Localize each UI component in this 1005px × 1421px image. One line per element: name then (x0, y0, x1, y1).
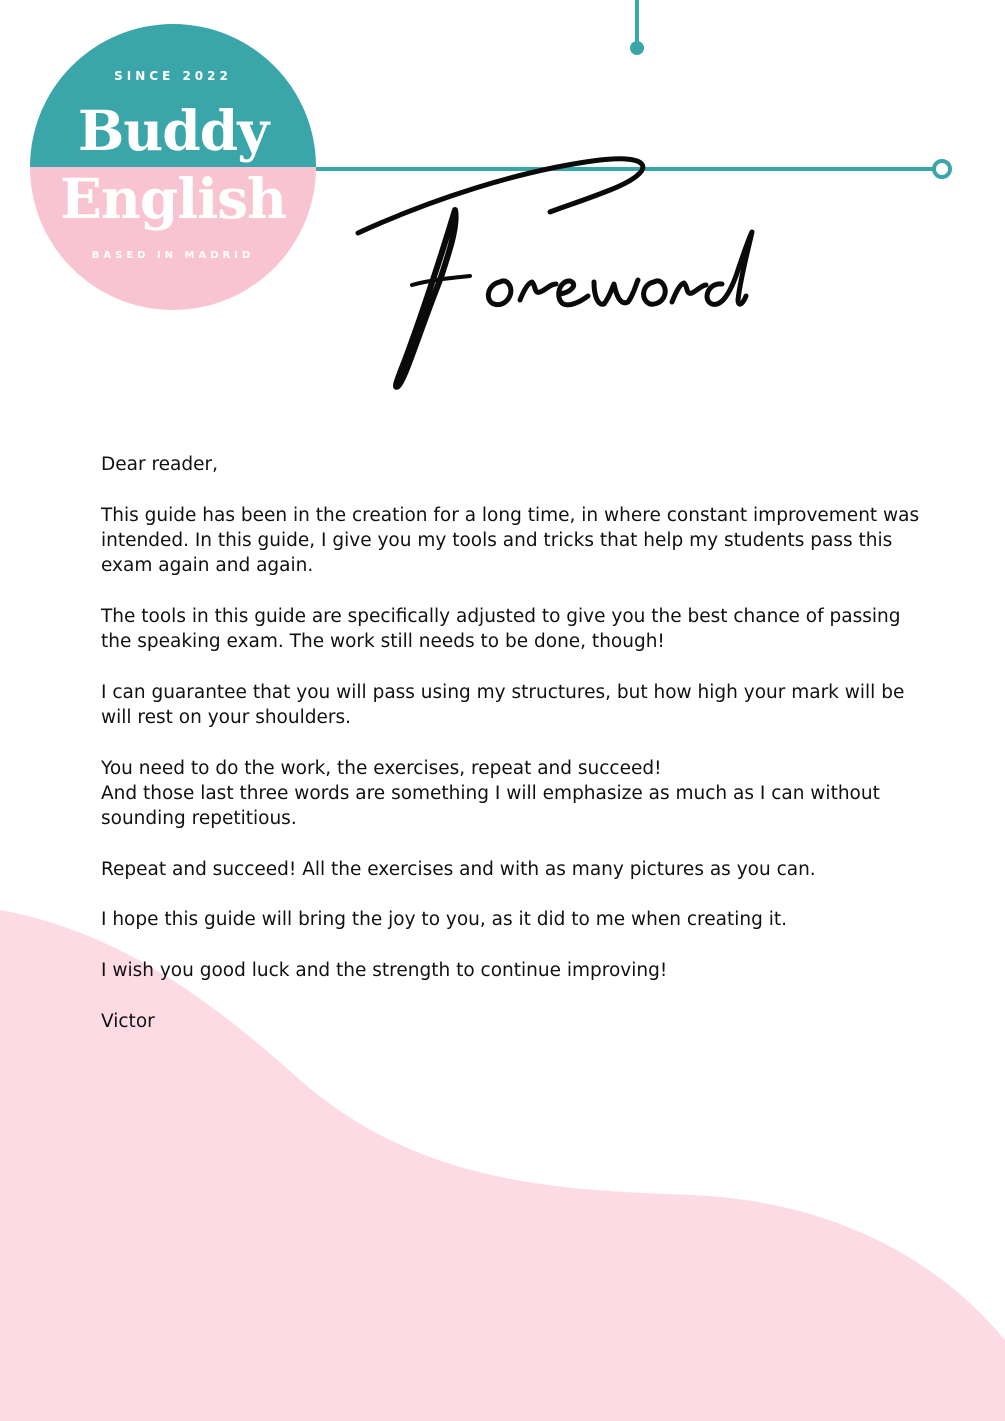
letter-paragraph: I hope this guide will bring the joy to you, as it did to me when creating it. (101, 909, 787, 931)
vertical-connector-dot (630, 41, 644, 55)
letter-signature: Victor (101, 1010, 155, 1032)
letter-paragraph: I can guarantee that you will pass using my structures, but how high your mark will be will rest on your shoulders. (101, 681, 905, 728)
logo-buddy-wordmark: Buddy (77, 98, 269, 163)
letter-paragraph: The tools in this guide are specifically adjusted to give you the best chance of passing the speaking exam. The work still needs to be done, though! (101, 605, 901, 653)
letter-paragraph: I wish you good luck and the strength to continue improving! (101, 959, 668, 981)
letter-paragraph: And those last three words are something I will emphasize as much as I can without sounding repetitious. (101, 782, 880, 830)
foreword-script-heading (358, 159, 752, 387)
letter-greeting: Dear reader, (101, 454, 218, 475)
letter-paragraph: This guide has been in the creation for a long time, in where constant improvement was intended. In this guide, I give you my tools and tricks that help my students pass this exam again and again. (101, 504, 920, 577)
logo-english-wordmark: English (59, 166, 287, 231)
logo-since-label: SINCE 2022 (114, 69, 232, 83)
logo-tagline: BASED IN MADRID (91, 250, 255, 261)
letter-body (101, 452, 921, 1059)
letter-paragraph: You need to do the work, the exercises, repeat and succeed! (101, 757, 662, 779)
horizontal-connector-ring (934, 161, 950, 177)
letter-paragraph: Repeat and succeed! All the exercises and with as many pictures as you can. (101, 858, 816, 880)
